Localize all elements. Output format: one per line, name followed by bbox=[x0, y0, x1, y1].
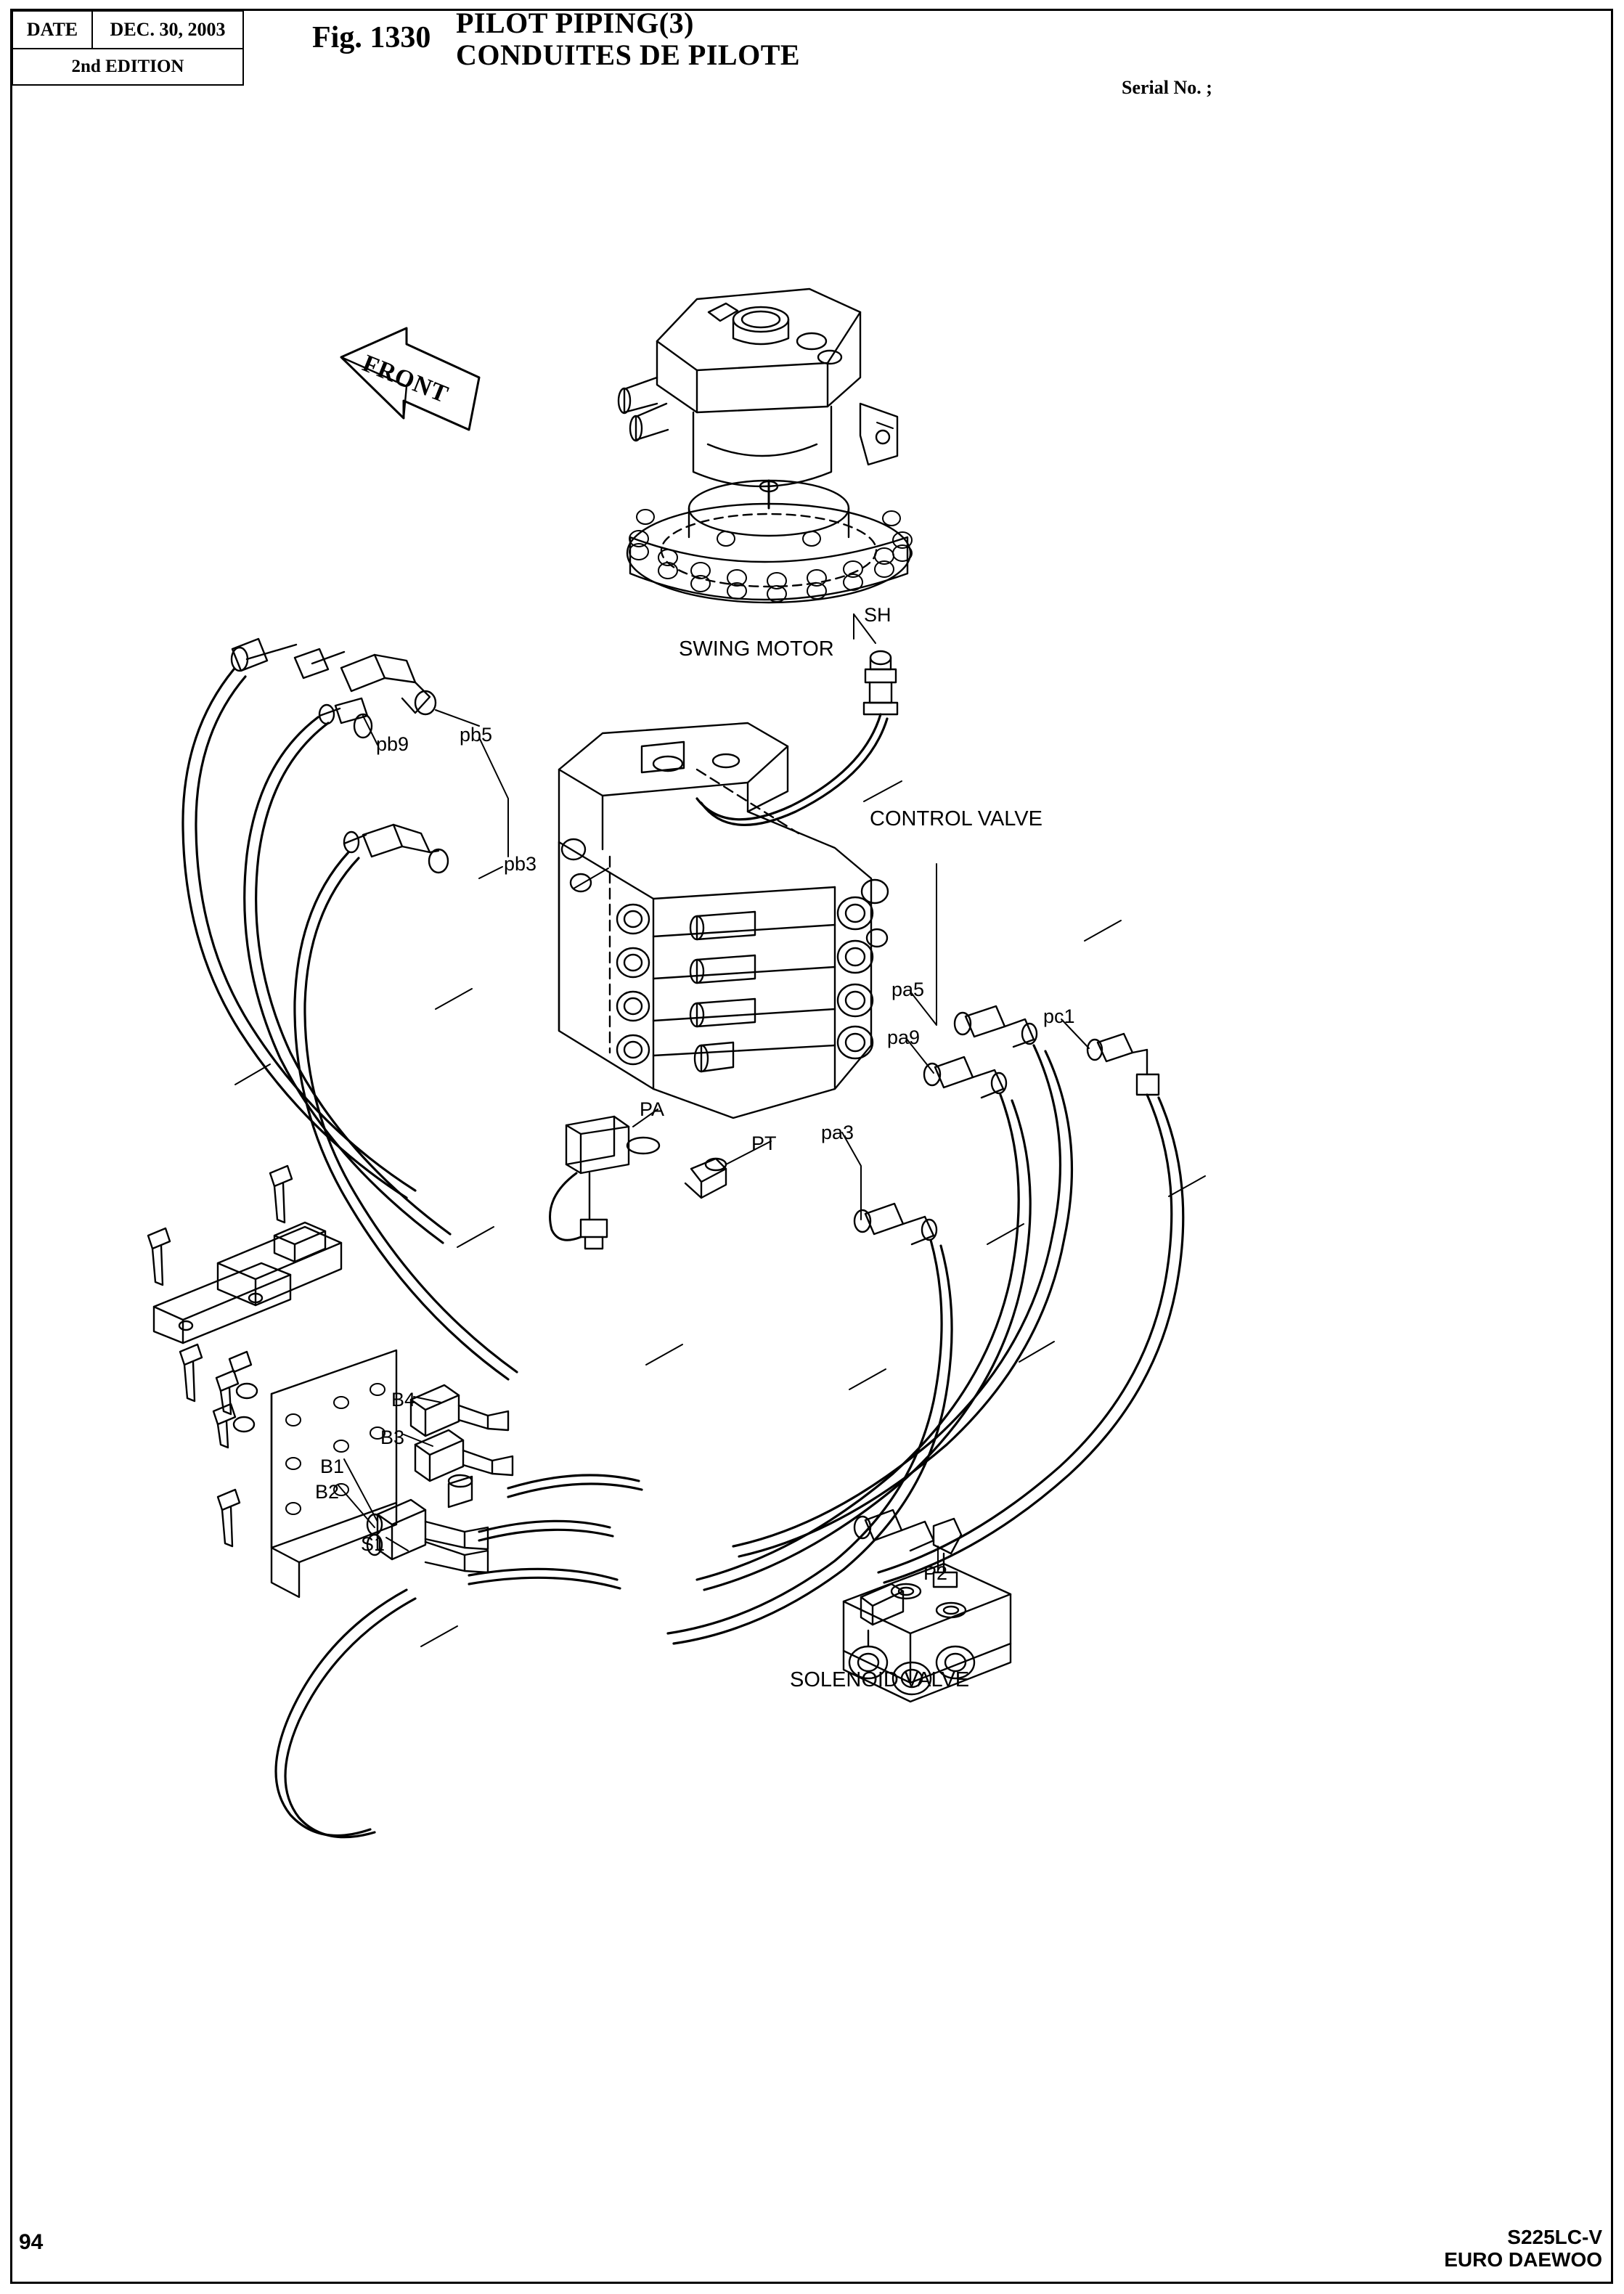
callout-p2: P2 bbox=[923, 1562, 948, 1584]
edition-label: 2nd EDITION bbox=[12, 49, 243, 85]
callout-b4: B4 bbox=[391, 1389, 416, 1411]
callout-b2: B2 bbox=[315, 1481, 340, 1503]
callout-s1: S1 bbox=[361, 1533, 385, 1555]
label-control-valve: CONTROL VALVE bbox=[870, 807, 1042, 830]
callout-pa9: pa9 bbox=[887, 1026, 921, 1048]
pa9-fitting bbox=[924, 1057, 1006, 1098]
pa5-fitting bbox=[955, 1006, 1037, 1047]
pa3-fitting bbox=[854, 1204, 937, 1244]
mounting-bracket-main bbox=[213, 1350, 396, 1597]
pc1-fitting bbox=[1088, 1034, 1159, 1095]
label-solenoid-valve: SOLENOID VALVE bbox=[790, 1668, 970, 1691]
callout-pc1: pc1 bbox=[1043, 1005, 1075, 1027]
pb3-fitting bbox=[344, 825, 448, 873]
callout-pb3: pb3 bbox=[504, 853, 537, 875]
callout-pb9: pb9 bbox=[376, 733, 409, 755]
date-value: DEC. 30, 2003 bbox=[92, 11, 243, 49]
pa-fitting bbox=[550, 1117, 659, 1249]
label-swing-motor: SWING MOTOR bbox=[679, 637, 834, 661]
serial-number-field: Serial No. ; bbox=[1122, 77, 1212, 98]
brand-name: EURO DAEWOO bbox=[1444, 2248, 1602, 2271]
date-label: DATE bbox=[12, 11, 92, 49]
pt-fitting bbox=[685, 1159, 726, 1198]
model-footer bbox=[1444, 2226, 1602, 2271]
model-name: S225LC-V bbox=[1507, 2226, 1602, 2248]
callout-pa: PA bbox=[640, 1098, 665, 1120]
callout-pa3: pa3 bbox=[821, 1122, 854, 1143]
title-french: CONDUITES DE PILOTE bbox=[456, 38, 801, 71]
mounting-bracket-upper bbox=[148, 1166, 341, 1401]
hose-lines bbox=[183, 669, 1183, 1837]
callout-pb5: pb5 bbox=[460, 724, 493, 746]
control-valve-assembly bbox=[559, 723, 888, 1118]
swing-motor-assembly bbox=[619, 289, 912, 603]
sh-fitting bbox=[864, 651, 897, 714]
callout-pa5: pa5 bbox=[891, 979, 925, 1000]
hose-manifold-block bbox=[367, 1385, 513, 1572]
callout-b1: B1 bbox=[320, 1456, 345, 1477]
callout-b3: B3 bbox=[380, 1426, 405, 1448]
figure-number: Fig. 1330 bbox=[312, 21, 431, 54]
front-arrow-label: FRONT bbox=[359, 350, 452, 409]
title-english: PILOT PIPING(3) bbox=[456, 7, 694, 39]
page-number: 94 bbox=[19, 2230, 44, 2254]
pb5-fitting bbox=[232, 639, 436, 714]
leader-lines bbox=[235, 614, 1205, 1646]
callout-sh: SH bbox=[864, 604, 891, 626]
callout-pt: PT bbox=[751, 1132, 777, 1154]
